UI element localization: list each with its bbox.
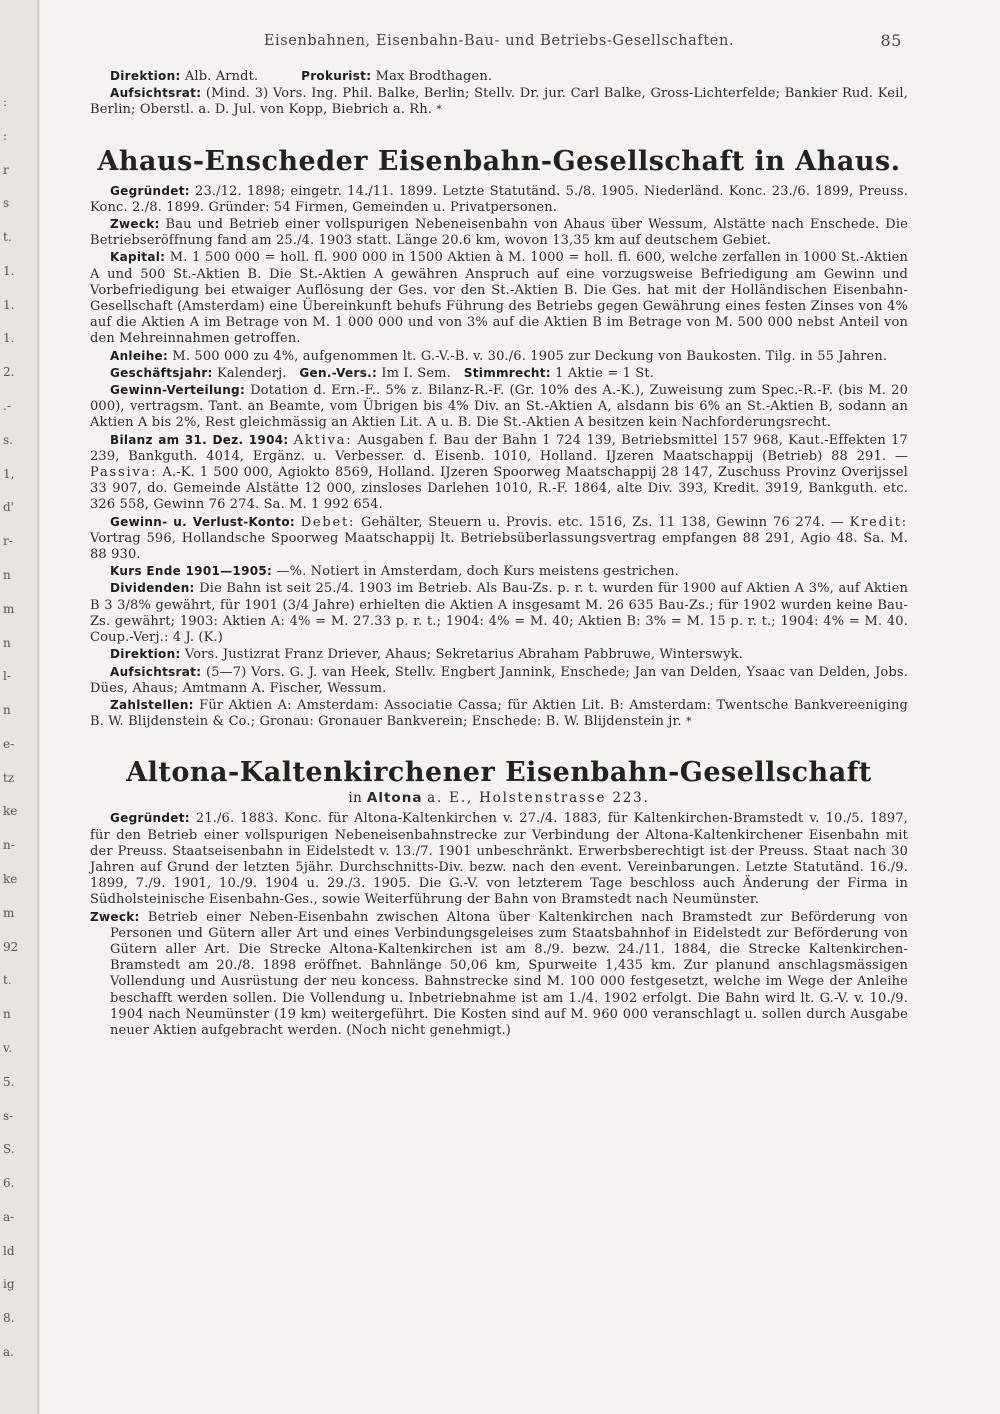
margin-fragment: t. xyxy=(3,973,12,987)
margin-fragment: v. xyxy=(3,1041,13,1055)
margin-fragment: s- xyxy=(3,1109,14,1123)
margin-fragment: m xyxy=(3,906,15,920)
ahaus-gegruendet-label: Gegründet: xyxy=(110,183,190,198)
ahaus-debet-text: Gehälter, Steuern u. Provis. etc. 1516, Zs. 11 138, Gewinn 76 274. — xyxy=(360,514,844,530)
running-head-title: Eisenbahnen, Eisenbahn-Bau- und Betriebs-Gesellschaften. xyxy=(263,33,735,49)
margin-fragment: l- xyxy=(3,669,11,683)
altona-address-line xyxy=(90,790,908,806)
margin-fragment: 8. xyxy=(3,1311,15,1325)
ahaus-dividenden-label: Dividenden: xyxy=(110,581,195,596)
ahaus-aktiva-text: Ausgaben f. Bau der Bahn 1 724 139, Betriebsmittel 157 968, Kaut.-Effekten 17 239, Bankguth. 4014, Ergänz. u. Verbesser. d. Eisenb. 1010, Holland. IJzeren Maatschappij (Betrieb) 88 291. — xyxy=(90,432,908,464)
ahaus-gegruendet-text: 23./12. 1898; eingetr. 14./11. 1899. Letzte Statutänd. 5./8. 1905. Niederländ. Konc. 23./6. 1899, Preuss. Konc. 2./8. 1899. Gründer: 54 Firmen, Gemeinden u. Privatpersonen. xyxy=(90,183,908,215)
margin-fragment: : xyxy=(3,95,8,109)
previous-prokurist-label: Prokurist: xyxy=(301,69,372,83)
previous-prokurist-text: Max Brodthagen. xyxy=(375,69,493,84)
margin-fragment: 1, xyxy=(3,467,15,481)
ahaus-aufsichtsrat-label: Aufsichtsrat: xyxy=(110,664,202,679)
margin-fragment: m xyxy=(3,602,15,616)
margin-fragment: ke xyxy=(3,872,18,886)
ahaus-kurs-label: Kurs Ende 1901—1905: xyxy=(110,564,273,579)
margin-fragment: r xyxy=(3,163,9,177)
company-title-ahaus: Ahaus-Enscheder Eisenbahn-Gesellschaft in Ahaus. xyxy=(97,145,901,177)
margin-fragment: 5. xyxy=(3,1075,15,1089)
ahaus-genvers-label: Gen.-Vers.: xyxy=(299,365,378,380)
previous-aufsichtsrat-label: Aufsichtsrat: xyxy=(110,86,202,101)
ahaus-bilanz-label: Bilanz am 31. Dez. 1904: xyxy=(110,432,289,447)
margin-fragment: e- xyxy=(3,737,15,751)
altona-sub-prefix: in xyxy=(348,790,363,807)
ahaus-bilanz xyxy=(90,432,908,514)
ahaus-gewinnverteilung-label: Gewinn-Verteilung: xyxy=(110,383,246,398)
ahaus-kredit-text: Vortrag 596, Hollandsche Spoorweg Maatschappij lt. Betriebsüberlassungsvertrag empfangen 88 291, Agio 48. Sa. M. 88 930. xyxy=(90,530,908,563)
altona-zweck-text: Betrieb einer Neben-Eisenbahn zwischen Altona über Kaltenkirchen nach Bramstedt zur Beförderung von Personen und Gütern aller Art und eines Verbindungsgeleises zum Staatsbahnhof in Eidelstedt zur Beförderung von Gütern aller Art. Die Strecke Altona-Kaltenkirchen ist am 8./9. bezw. 24./11. 1884, die Strecke Kaltenkirchen-Bramstedt am 20./8. 1898 eröffnet. Bahnlänge 50,06 km, Spurweite 1,435 km. Zur planund anschlagsmässigen Vollendung und Ausrüstung der neu koncess. Bahnstrecke sind M. 100 000 festgesetzt, welche im Wege der Anleihe beschafft werden sollen. Die Vollendung u. Inbetriebnahme ist am 1./4. 1902 erfolgt. Die Bahn wird lt. G.-V. v. 10./9. 1904 nach Neumünster (19 km) weitergeführt. Die Kosten sind auf M. 960 000 veranschlagt u. sollen durch Ausgabe neuer Aktien aufgebracht werden. (Noch nicht genehmigt.) xyxy=(110,909,908,1038)
ahaus-direktion-text: Vors. Justizrat Franz Driever, Ahaus; Sekretarius Abraham Pabbruwe, Winterswyk. xyxy=(184,647,743,663)
margin-fragment: a- xyxy=(3,1210,15,1224)
altona-sub-suffix: a. E., Holstenstrasse 223. xyxy=(427,790,650,807)
margin-fragment: tz xyxy=(3,771,15,785)
ahaus-direktion xyxy=(90,646,908,663)
ahaus-zweck-label: Zweck: xyxy=(110,217,160,232)
previous-direktion-line xyxy=(90,68,908,85)
margin-fragment: 1. xyxy=(3,298,15,312)
ahaus-zweck-text: Bau und Betrieb einer vollspurigen Nebeneisenbahn von Ahaus über Wessum, Alstätte nach Enschede. Die Betriebseröffnung fand am 25./4. 1903 statt. Länge 20.6 km, wovon 13,35 km auf deutschem Gebiet. xyxy=(90,217,908,249)
ahaus-guv xyxy=(90,514,908,564)
margin-fragment: d' xyxy=(3,500,14,514)
gutter-divider xyxy=(37,0,39,1414)
ahaus-gegruendet xyxy=(90,183,908,216)
ahaus-gewinnverteilung-text: Dotation d. Ern.-F.. 5% z. Bilanz-R.-F. (Gr. 10% des A.-K.), Zuweisung zum Spec.-R.-F. (bis M. 20 000), vertragsm. Tant. an Beamte, vom Übrigen bis 4% Div. an St.-Aktien A, alsdann bis 6% an St.-Aktien B, sodann an Aktien A bis 2%, Rest gleichmässig an Aktien Lit. A u. B. Die St.-Aktien A besitzen kein Nachforderungsrecht. xyxy=(90,383,908,431)
ahaus-kapital xyxy=(90,249,908,347)
margin-fragment: S. xyxy=(3,1142,15,1156)
previous-entry-tail xyxy=(90,68,908,119)
ahaus-guv-label: Gewinn- u. Verlust-Konto: xyxy=(110,514,295,529)
altona-sub-city: Altona xyxy=(366,790,423,807)
margin-fragment: s. xyxy=(3,433,13,447)
altona-zweck xyxy=(90,909,908,1040)
ahaus-dividenden-text: Die Bahn ist seit 25./4. 1903 im Betrieb. Als Bau-Zs. p. r. t. wurden für 1900 auf Aktien A 3%, auf Aktien B 3 3/8% gewährt, für 1901 (3/4 Jahre) erhielten die Aktien A insgesamt M. 26 635 Bau-Zs.; für 1902 wurden keine Bau-Zs. gewährt; 1903: Aktien A: 4% = M. 27.33 p. r. t.; 1904: 4% = M. 40; Aktien B: 3% = M. 15 p. r. t.; 1904: 4% = M. 40. Coup.-Verj.: 4 J. (K.) xyxy=(90,581,908,646)
ahaus-asterisk: * xyxy=(685,715,692,729)
margin-fragment: : xyxy=(3,129,8,143)
ahaus-aufsichtsrat xyxy=(90,664,908,697)
previous-direktion-text: Alb. Arndt. xyxy=(184,69,259,84)
margin-fragment: 1. xyxy=(3,331,15,345)
ahaus-aktiva-label: Aktiva: xyxy=(293,432,353,448)
ahaus-zahlstellen-text: Für Aktien A: Amsterdam: Associatie Cassa; für Aktien Lit. B: Amsterdam: Twentsche Bankvereeniging B. W. Blijdenstein & Co.; Gronau: Gronauer Bankverein; Enschede: B. W. Blijdenstein jr. xyxy=(90,697,908,730)
ahaus-zahlstellen-label: Zahlstellen: xyxy=(110,697,194,712)
margin-fragment: n- xyxy=(3,838,15,852)
previous-aufsichtsrat-line xyxy=(90,85,908,118)
ahaus-kurs xyxy=(90,563,908,580)
margin-fragment: 2. xyxy=(3,365,15,379)
ahaus-passiva-text: A.-K. 1 500 000, Agiokto 8569, Holland. IJzeren Spoorweg Maatschappij 28 147, Zuschuss Provinz Overijssel 33 907, do. Gemeinde Alstätte 12 000, zinsloses Darlehen 1010, R.-F. 1864, alte Div. 393, Kredit. 3919, Bankguth. etc. 326 558, Gewinn 76 274. Sa. M. 1 992 654. xyxy=(90,465,908,513)
margin-fragment: ld xyxy=(3,1244,15,1258)
altona-zweck-label: Zweck: xyxy=(90,909,140,924)
running-head xyxy=(90,30,908,52)
ahaus-stimmrecht-label: Stimmrecht: xyxy=(463,365,551,380)
ahaus-direktion-label: Direktion: xyxy=(110,647,181,662)
margin-fragment: 92 xyxy=(3,940,19,954)
margin-fragment: s xyxy=(3,196,10,210)
altona-gegruendet-text: 21./6. 1883. Konc. für Altona-Kaltenkirchen v. 27./4. 1883, für Kaltenkirchen-Bramstedt v. 10./5. 1897, für den Betrieb einer vollspurigen Nebeneisenbahnstrecke zur Verbindung der Altona-Kaltenkirchener Eisenbahn mit der Preuss. Staatseisenbahn in Eidelstedt v. 13./7. 1901 unbeschränkt. Erwerbsberechtigt ist der Preuss. Staat nach 30 Jahren auf Grund der letzten 5jähr. Durchschnitts-Div. bezw. nach den event. Vereinbarungen. Letzte Statutänd. 16./9. 1899, 7./9. 1901, 10./9. 1904 u. 29./3. 1905. Die G.-V. von letzterem Tage beschloss auch Änderung der Firma in Südholsteinische Eisenbahn-Ges., sowie Weiterführung der Bahn von Bramstedt nach Neumünster. xyxy=(90,811,908,908)
ahaus-anleihe-text: M. 500 000 zu 4%, aufgenommen lt. G.-V.-B. v. 30./6. 1905 zur Deckung von Baukosten. Tilg. in 55 Jahren. xyxy=(172,348,888,364)
previous-asterisk: * xyxy=(436,103,442,117)
ahaus-passiva-label: Passiva: xyxy=(90,465,158,481)
margin-fragment: r- xyxy=(3,534,13,548)
ahaus-zahlstellen xyxy=(90,697,908,730)
margin-fragment: ig xyxy=(3,1277,15,1291)
company-ahaus-enscheder xyxy=(90,145,908,731)
ahaus-anleihe xyxy=(90,348,908,365)
ahaus-geschaeftsjahr xyxy=(90,365,908,382)
margin-fragment: n xyxy=(3,1007,11,1021)
ahaus-kredit-label: Kredit: xyxy=(849,514,908,530)
ahaus-geschaeftsjahr-text: Kalenderj. xyxy=(216,365,287,381)
ahaus-kurs-text: —%. Notiert in Amsterdam, doch Kurs meistens gestrichen. xyxy=(276,564,679,580)
previous-aufsichtsrat-text: (Mind. 3) Vors. Ing. Phil. Balke, Berlin; Stellv. Dr. jur. Carl Balke, Gross-Lichterfelde; Bankier Rud. Keil, Berlin; Oberstl. a. D. Jul. von Kopp, Biebrich a. Rh. xyxy=(90,86,908,118)
ahaus-kapital-label: Kapital: xyxy=(110,250,166,265)
ahaus-genvers-text: Im I. Sem. xyxy=(381,365,451,381)
margin-fragment: a. xyxy=(3,1345,14,1359)
margin-fragment: 1. xyxy=(3,264,15,278)
ahaus-dividenden xyxy=(90,580,908,646)
previous-direktion-label: Direktion: xyxy=(110,69,181,83)
margin-fragment: 6. xyxy=(3,1176,15,1190)
ahaus-stimmrecht-text: 1 Aktie = 1 St. xyxy=(555,365,654,381)
altona-gegruendet-label: Gegründet: xyxy=(110,811,190,826)
margin-fragment: t. xyxy=(3,230,12,244)
margin-fragment: .- xyxy=(3,399,11,413)
ahaus-geschaeftsjahr-label: Geschäftsjahr: xyxy=(110,365,213,380)
margin-fragment: n xyxy=(3,703,11,717)
company-altona-kaltenkirchener xyxy=(90,756,908,1039)
ahaus-aufsichtsrat-text: (5—7) Vors. G. J. van Heek, Stellv. Engbert Jannink, Enschede; Jan van Delden, Ysaac van Delden, Jobs. Dües, Ahaus; Amtmann A. Fischer, Wessum. xyxy=(90,664,908,696)
ahaus-anleihe-label: Anleihe: xyxy=(110,348,169,363)
ahaus-gewinnverteilung xyxy=(90,382,908,432)
company-title-altona: Altona-Kaltenkirchener Eisenbahn-Gesellschaft xyxy=(126,757,872,789)
left-gutter-strip xyxy=(0,0,40,1414)
ahaus-debet-label: Debet: xyxy=(300,514,356,530)
altona-gegruendet xyxy=(90,810,908,908)
margin-fragment: n xyxy=(3,568,11,582)
ahaus-kapital-text: M. 1 500 000 = holl. fl. 900 000 in 1500 Aktien à M. 1000 = holl. fl. 600, welche zerfallen in 1000 St.-Aktien A und 500 St.-Aktien B. Die St.-Aktien A gewähren Anspruch auf eine vorzugsweise Befriedigung am Gewinn und Vorbefriedigung bei etwaiger Auflösung der Ges. vor den St.-Aktien B. Die Ges. hat mit der Holländischen Eisenbahn-Gesellschaft (Amsterdam) eine Übereinkunft behufs Führung des Betriebs gegen Gewährung eines festen Zinses von 4% auf die Aktien A im Betrage von M. 1 000 000 und von 3% auf die Aktien B im Betrage von M. 500 000 nebst Anteil von den Mehreinnahmen getroffen. xyxy=(90,250,908,347)
margin-fragment: ke xyxy=(3,804,18,818)
margin-fragment: n xyxy=(3,636,11,650)
ahaus-zweck xyxy=(90,216,908,249)
page-number: 85 xyxy=(880,31,902,50)
page-content xyxy=(90,30,908,1039)
margin-fragments xyxy=(0,0,36,1414)
